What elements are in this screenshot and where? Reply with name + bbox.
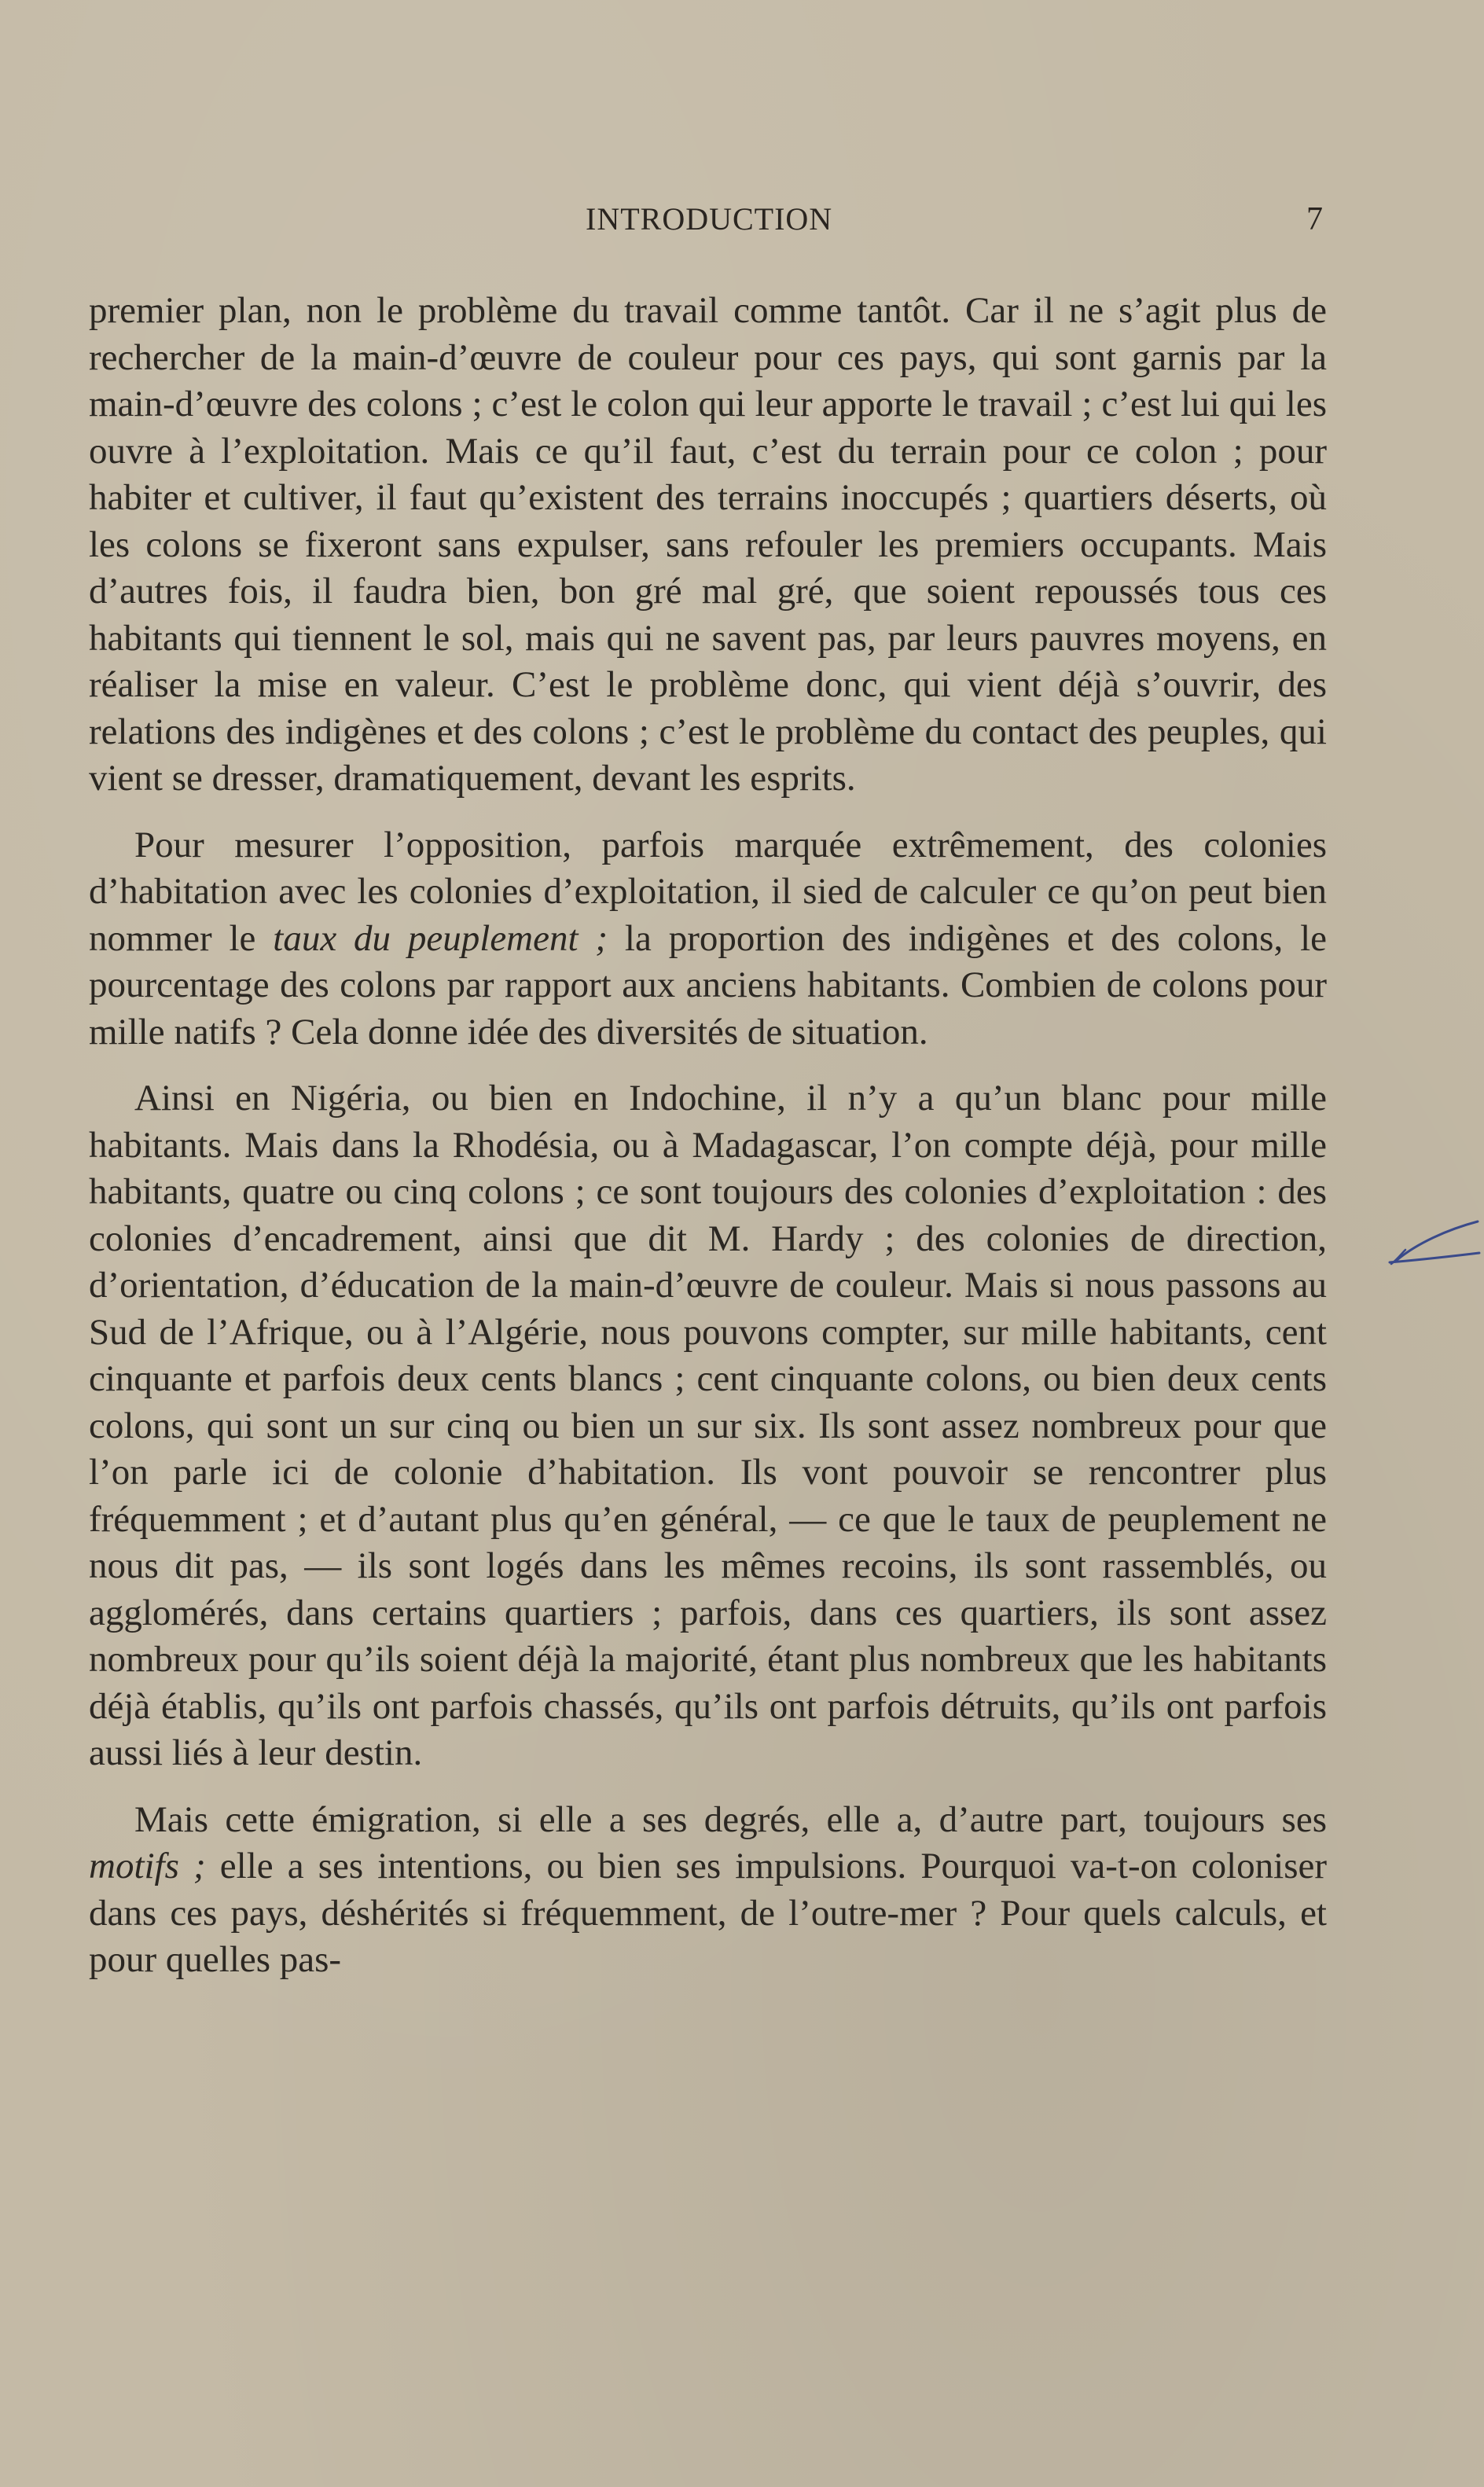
running-head: [0, 200, 1484, 248]
paragraph-1: premier plan, non le problème du travail comme tantôt. Car il ne s’agit plus de rechercher de la main-d’œuvre de couleur pour ces pays, qui sont garnis par la main-d’œuvre des colons ; c’est le colon qui leur apporte le travail ; c’est lui qui les ouvre à l’exploitation. Mais ce qu’il faut, c’est du terrain pour ce colon ; pour habiter et cultiver, il faut qu’existent des terrains inoccupés ; quartiers déserts, où les colons se fixeront sans expulser, sans refouler les premiers occupants. Mais d’autres fois, il faudra bien, bon gré mal gré, que soient repoussés tous ces habitants qui tiennent le sol, mais qui ne savent pas, par leurs pauvres moyens, en réaliser la mise en valeur. C’est le problème donc, qui vient déjà s’ouvrir, des relations des indigènes et des colons ; c’est le problème du contact des peuples, qui vient se dresser, dramatiquement, devant les esprits.: [89, 290, 1327, 799]
body-text: [89, 288, 1327, 2004]
paragraph-4-emphasis: motifs ;: [89, 1846, 206, 1886]
running-title: INTRODUCTION: [586, 201, 833, 237]
paragraph-4-text-before: Mais cette émigration, si elle a ses degrés, elle a, d’autre part, toujours ses: [134, 1798, 1327, 1840]
paragraph-4: [89, 1797, 1327, 1984]
page-number: 7: [1306, 201, 1323, 237]
paragraph-2-text-before: Pour mesurer l’opposition, parfois marquée extrêmement, des colonies d’habitation avec les colonies d’exploitation, il sied de calculer ce qu’on peut bien nommer le: [89, 824, 1327, 959]
paragraph-2-emphasis: taux du peuplement ;: [273, 917, 608, 959]
pencil-margin-mark-icon: [1385, 1220, 1484, 1269]
paragraph-3: Ainsi en Nigéria, ou bien en Indochine, il n’y a qu’un blanc pour mille habitants. Mais dans la Rhodésia, ou à Madagascar, l’on compte déjà, pour mille habitants, quatre ou cinq colons ; ce sont toujours des colonies d’exploitation : des colonies d’encadrement, ainsi que dit M. Hardy ; des colonies de direction, d’orientation, d’éducation de la main-d’œuvre de couleur. Mais si nous passons au Sud de l’Afrique, ou à l’Algérie, nous pouvons compter, sur mille habitants, cent cinquante et parfois deux cents blancs ; cent cinquante colons, ou bien deux cents colons, qui sont un sur cinq ou bien un sur six. Ils sont assez nombreux pour que l’on parle ici de colonie d’habitation. Ils vont pouvoir se rencontrer plus fréquemment ; et d’autant plus qu’en général, — ce que le taux de peuplement ne nous dit pas, — ils sont logés dans les mêmes recoins, ils sont rassemblés, ou agglomérés, dans certains quartiers ; parfois, dans ces quartiers, ils sont assez nombreux pour qu’ils soient déjà la majorité, étant plus nombreux que les habitants déjà établis, qu’ils ont parfois chassés, qu’ils ont parfois détruits, qu’ils ont parfois aussi liés à leur destin.: [89, 1078, 1327, 1773]
paragraph-2-text-after: la proportion des indigènes et des colons, le pourcentage des colons par rapport aux anciens habitants. Combien de colons pour mille natifs ? Cela donne idée des diversités de situation.: [89, 917, 1327, 1052]
paragraph-2: [89, 822, 1327, 1056]
paragraph-4-text-after: elle a ses intentions, ou bien ses impulsions. Pourquoi va-t-on coloniser dans ces pays, déshérités si fréquemment, de l’outre-mer ? Pour quels calculs, et pour quelles pas-: [89, 1846, 1327, 1980]
